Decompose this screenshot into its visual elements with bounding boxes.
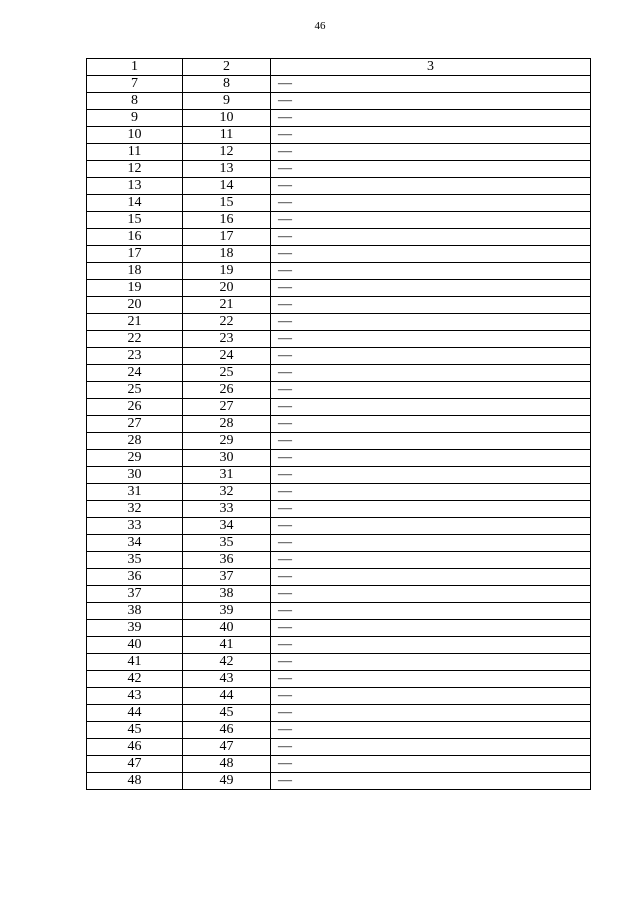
table-cell-col-2: 33 xyxy=(183,501,271,518)
table-cell-col-2: 34 xyxy=(183,518,271,535)
table-cell-col-1: 21 xyxy=(87,314,183,331)
table-cell-col-3: — xyxy=(271,450,591,467)
table-cell-col-1: 46 xyxy=(87,739,183,756)
table-cell-col-3: — xyxy=(271,620,591,637)
table-cell-col-3: — xyxy=(271,501,591,518)
table-row xyxy=(87,569,591,586)
table-cell-col-1: 45 xyxy=(87,722,183,739)
table-cell-col-3: — xyxy=(271,773,591,790)
table-cell-col-3: — xyxy=(271,246,591,263)
table-cell-col-2: 22 xyxy=(183,314,271,331)
table-row xyxy=(87,76,591,93)
table-cell-col-1: 29 xyxy=(87,450,183,467)
table-cell-col-2: 32 xyxy=(183,484,271,501)
table-cell-col-1: 37 xyxy=(87,586,183,603)
table-cell-col-2: 21 xyxy=(183,297,271,314)
table-cell-col-3: — xyxy=(271,688,591,705)
table-cell-col-2: 46 xyxy=(183,722,271,739)
table-cell-col-2: 48 xyxy=(183,756,271,773)
table-row xyxy=(87,127,591,144)
table-cell-col-2: 35 xyxy=(183,535,271,552)
table-cell-col-1: 14 xyxy=(87,195,183,212)
table-cell-col-3: — xyxy=(271,722,591,739)
table-cell-col-1: 23 xyxy=(87,348,183,365)
table-cell-col-3: — xyxy=(271,637,591,654)
table-cell-col-1: 42 xyxy=(87,671,183,688)
table-cell-col-3: — xyxy=(271,229,591,246)
table-header xyxy=(87,59,591,76)
table-cell-col-1: 16 xyxy=(87,229,183,246)
table-cell-col-3: — xyxy=(271,348,591,365)
table-row xyxy=(87,161,591,178)
table-cell-col-1: 27 xyxy=(87,416,183,433)
table-row xyxy=(87,263,591,280)
table-row xyxy=(87,518,591,535)
table-cell-col-3: — xyxy=(271,93,591,110)
table-cell-col-1: 15 xyxy=(87,212,183,229)
table-cell-col-2: 49 xyxy=(183,773,271,790)
table-cell-col-3: — xyxy=(271,756,591,773)
table-cell-col-3: — xyxy=(271,365,591,382)
table-cell-col-3: — xyxy=(271,739,591,756)
table-cell-col-3: — xyxy=(271,484,591,501)
table-cell-col-2: 29 xyxy=(183,433,271,450)
table-row xyxy=(87,246,591,263)
table-cell-col-3: — xyxy=(271,671,591,688)
table-cell-col-1: 47 xyxy=(87,756,183,773)
table-cell-col-2: 9 xyxy=(183,93,271,110)
table-row xyxy=(87,671,591,688)
table-cell-col-2: 45 xyxy=(183,705,271,722)
table-cell-col-2: 41 xyxy=(183,637,271,654)
table-cell-col-1: 12 xyxy=(87,161,183,178)
table-cell-col-1: 32 xyxy=(87,501,183,518)
table-row xyxy=(87,756,591,773)
table-cell-col-3: — xyxy=(271,535,591,552)
table-cell-col-2: 8 xyxy=(183,76,271,93)
table-row xyxy=(87,399,591,416)
table-row xyxy=(87,739,591,756)
table-cell-col-3: — xyxy=(271,212,591,229)
column-header-1: 1 xyxy=(87,59,183,76)
table-cell-col-1: 44 xyxy=(87,705,183,722)
table-cell-col-1: 39 xyxy=(87,620,183,637)
table-cell-col-2: 30 xyxy=(183,450,271,467)
table-cell-col-3: — xyxy=(271,280,591,297)
table-row xyxy=(87,535,591,552)
table-cell-col-3: — xyxy=(271,76,591,93)
table-cell-col-2: 42 xyxy=(183,654,271,671)
table-row xyxy=(87,722,591,739)
table-row xyxy=(87,331,591,348)
table-row xyxy=(87,297,591,314)
table-row xyxy=(87,637,591,654)
table-cell-col-1: 10 xyxy=(87,127,183,144)
table-cell-col-2: 12 xyxy=(183,144,271,161)
table-row xyxy=(87,773,591,790)
table-row xyxy=(87,212,591,229)
table-row xyxy=(87,110,591,127)
table-row xyxy=(87,705,591,722)
table-cell-col-1: 31 xyxy=(87,484,183,501)
table-row xyxy=(87,348,591,365)
table-row xyxy=(87,688,591,705)
table-cell-col-1: 22 xyxy=(87,331,183,348)
table-cell-col-3: — xyxy=(271,569,591,586)
table-row xyxy=(87,620,591,637)
table-cell-col-1: 35 xyxy=(87,552,183,569)
table-cell-col-1: 25 xyxy=(87,382,183,399)
table-cell-col-3: — xyxy=(271,331,591,348)
table-cell-col-3: — xyxy=(271,654,591,671)
table-row xyxy=(87,195,591,212)
table-cell-col-2: 26 xyxy=(183,382,271,399)
table-cell-col-2: 31 xyxy=(183,467,271,484)
table-cell-col-1: 11 xyxy=(87,144,183,161)
table-row xyxy=(87,365,591,382)
table-cell-col-3: — xyxy=(271,586,591,603)
table-cell-col-2: 28 xyxy=(183,416,271,433)
table-cell-col-3: — xyxy=(271,552,591,569)
column-header-2: 2 xyxy=(183,59,271,76)
table-row xyxy=(87,603,591,620)
table-cell-col-3: — xyxy=(271,416,591,433)
table-cell-col-2: 44 xyxy=(183,688,271,705)
table-cell-col-1: 7 xyxy=(87,76,183,93)
table-cell-col-3: — xyxy=(271,110,591,127)
table-row xyxy=(87,416,591,433)
table-cell-col-2: 10 xyxy=(183,110,271,127)
table-cell-col-3: — xyxy=(271,144,591,161)
table-cell-col-2: 24 xyxy=(183,348,271,365)
table-cell-col-2: 25 xyxy=(183,365,271,382)
table-cell-col-1: 33 xyxy=(87,518,183,535)
table-row xyxy=(87,178,591,195)
table-cell-col-2: 11 xyxy=(183,127,271,144)
column-header-3: 3 xyxy=(271,59,591,76)
table-cell-col-1: 8 xyxy=(87,93,183,110)
table-cell-col-2: 23 xyxy=(183,331,271,348)
table-cell-col-2: 15 xyxy=(183,195,271,212)
table-cell-col-1: 9 xyxy=(87,110,183,127)
table-cell-col-1: 48 xyxy=(87,773,183,790)
table-cell-col-3: — xyxy=(271,314,591,331)
table-cell-col-1: 18 xyxy=(87,263,183,280)
table-cell-col-2: 39 xyxy=(183,603,271,620)
table-cell-col-3: — xyxy=(271,127,591,144)
header-row xyxy=(87,59,591,76)
table-row xyxy=(87,93,591,110)
table-cell-col-3: — xyxy=(271,518,591,535)
table-cell-col-3: — xyxy=(271,297,591,314)
table-cell-col-3: — xyxy=(271,433,591,450)
table-cell-col-1: 30 xyxy=(87,467,183,484)
table-row xyxy=(87,450,591,467)
table-cell-col-3: — xyxy=(271,178,591,195)
table-cell-col-2: 16 xyxy=(183,212,271,229)
table-cell-col-1: 24 xyxy=(87,365,183,382)
table-body xyxy=(87,76,591,790)
table-row xyxy=(87,382,591,399)
table-cell-col-2: 38 xyxy=(183,586,271,603)
table-cell-col-2: 17 xyxy=(183,229,271,246)
table-cell-col-1: 43 xyxy=(87,688,183,705)
table-cell-col-3: — xyxy=(271,399,591,416)
table-cell-col-3: — xyxy=(271,195,591,212)
table-cell-col-2: 18 xyxy=(183,246,271,263)
table-cell-col-1: 19 xyxy=(87,280,183,297)
table-row xyxy=(87,552,591,569)
table-cell-col-2: 43 xyxy=(183,671,271,688)
data-table xyxy=(86,58,591,790)
table-cell-col-3: — xyxy=(271,705,591,722)
table-cell-col-2: 40 xyxy=(183,620,271,637)
table-cell-col-1: 28 xyxy=(87,433,183,450)
table-cell-col-1: 20 xyxy=(87,297,183,314)
table-cell-col-3: — xyxy=(271,382,591,399)
table-cell-col-1: 41 xyxy=(87,654,183,671)
table-row xyxy=(87,586,591,603)
table-cell-col-3: — xyxy=(271,263,591,280)
table-cell-col-1: 13 xyxy=(87,178,183,195)
table-cell-col-2: 13 xyxy=(183,161,271,178)
table-cell-col-1: 34 xyxy=(87,535,183,552)
table-row xyxy=(87,501,591,518)
table-cell-col-1: 26 xyxy=(87,399,183,416)
table-cell-col-3: — xyxy=(271,467,591,484)
table-cell-col-2: 19 xyxy=(183,263,271,280)
table-cell-col-1: 17 xyxy=(87,246,183,263)
table-cell-col-1: 38 xyxy=(87,603,183,620)
page-number: 46 xyxy=(314,20,326,32)
table-cell-col-2: 37 xyxy=(183,569,271,586)
table-row xyxy=(87,280,591,297)
table-row xyxy=(87,654,591,671)
table-row xyxy=(87,433,591,450)
table-cell-col-2: 14 xyxy=(183,178,271,195)
table-row xyxy=(87,484,591,501)
table-row xyxy=(87,144,591,161)
table-cell-col-2: 36 xyxy=(183,552,271,569)
table-cell-col-1: 36 xyxy=(87,569,183,586)
table-cell-col-2: 20 xyxy=(183,280,271,297)
table-cell-col-1: 40 xyxy=(87,637,183,654)
table-cell-col-3: — xyxy=(271,161,591,178)
table-row xyxy=(87,314,591,331)
table-cell-col-3: — xyxy=(271,603,591,620)
table-row xyxy=(87,467,591,484)
table-cell-col-2: 27 xyxy=(183,399,271,416)
table-row xyxy=(87,229,591,246)
table-cell-col-2: 47 xyxy=(183,739,271,756)
